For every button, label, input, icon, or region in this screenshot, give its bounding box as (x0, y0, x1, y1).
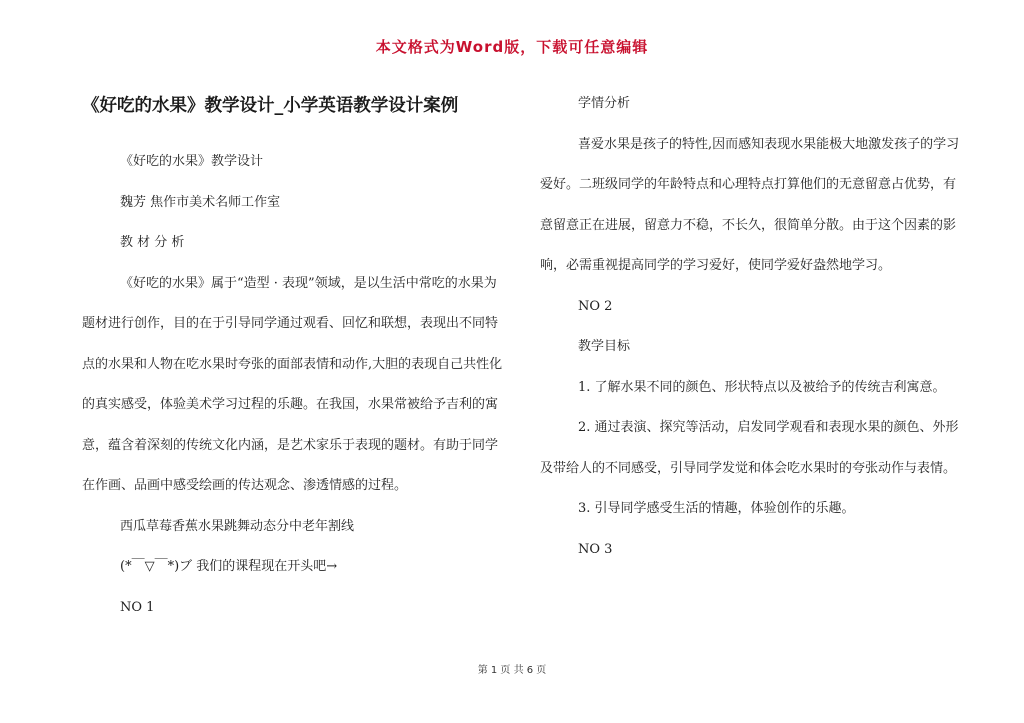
author-line: 魏芳 焦作市美术名师工作室 (120, 194, 281, 210)
document-title: 《好吃的水果》教学设计_小学英语教学设计案例 (82, 96, 459, 116)
page-footer: 第 1 页 共 6 页 (477, 665, 547, 676)
divider-text-line: 西瓜草莓香蕉水果跳舞动态分中老年割线 (120, 518, 355, 534)
goal-item-2: 2. 通过表演、探究等活动，启发同学观看和表现水果的颜色、外形及带给人的不同感受，引导同学发觉和体会吃水果时的夸张动作与表情。 (540, 420, 959, 476)
course-start-line: (*￣▽￣*)ブ 我们的课程现在开头吧→ (120, 559, 338, 574)
subtitle-line: 《好吃的水果》教学设计 (120, 154, 264, 169)
section-heading-students: 学情分析 (578, 96, 631, 111)
section-heading-goals: 教学目标 (578, 339, 631, 354)
section-number-1: NO 1 (120, 599, 155, 615)
section-number-2: NO 2 (578, 298, 613, 314)
students-paragraph: 喜爱水果是孩子的特性,因而感知表现水果能极大地激发孩子的学习爱好。二班级同学的年龄特点和心理特点打算他们的无意留意占优势，有意留意正在进展，留意力不稳，不长久，很简单分散。由于这个因素的影响，必需重视提高同学的学习爱好，使同学爱好盎然地学习。 (540, 136, 960, 273)
right-column (540, 84, 960, 570)
materials-paragraph: 《好吃的水果》属于“造型 · 表现”领域，是以生活中常吃的水果为题材进行创作，目的在于引导同学通过观看、回忆和联想，表现出不同特点的水果和人物在吃水果时夸张的面部表情和动作,大胆的表现自己共性化的真实感受，体验美术学习过程的乐趣。在我国，水果常被给予吉利的寓意，蕴含着深刻的传统文化内涵，是艺术家乐于表现的题材。有助于同学在作画、品画中感受绘画的传达观念、渗透情感的过程。 (82, 275, 503, 493)
left-column (82, 142, 507, 628)
format-note: 本文格式为Word版，下载可任意编辑 (375, 38, 649, 56)
goal-item-1: 1. 了解水果不同的颜色、形状特点以及被给予的传统吉利寓意。 (578, 379, 946, 395)
goal-item-3: 3. 引导同学感受生活的情趣，体验创作的乐趣。 (578, 501, 855, 516)
section-number-3: NO 3 (578, 541, 613, 557)
section-heading-materials: 教 材 分 析 (120, 235, 185, 250)
